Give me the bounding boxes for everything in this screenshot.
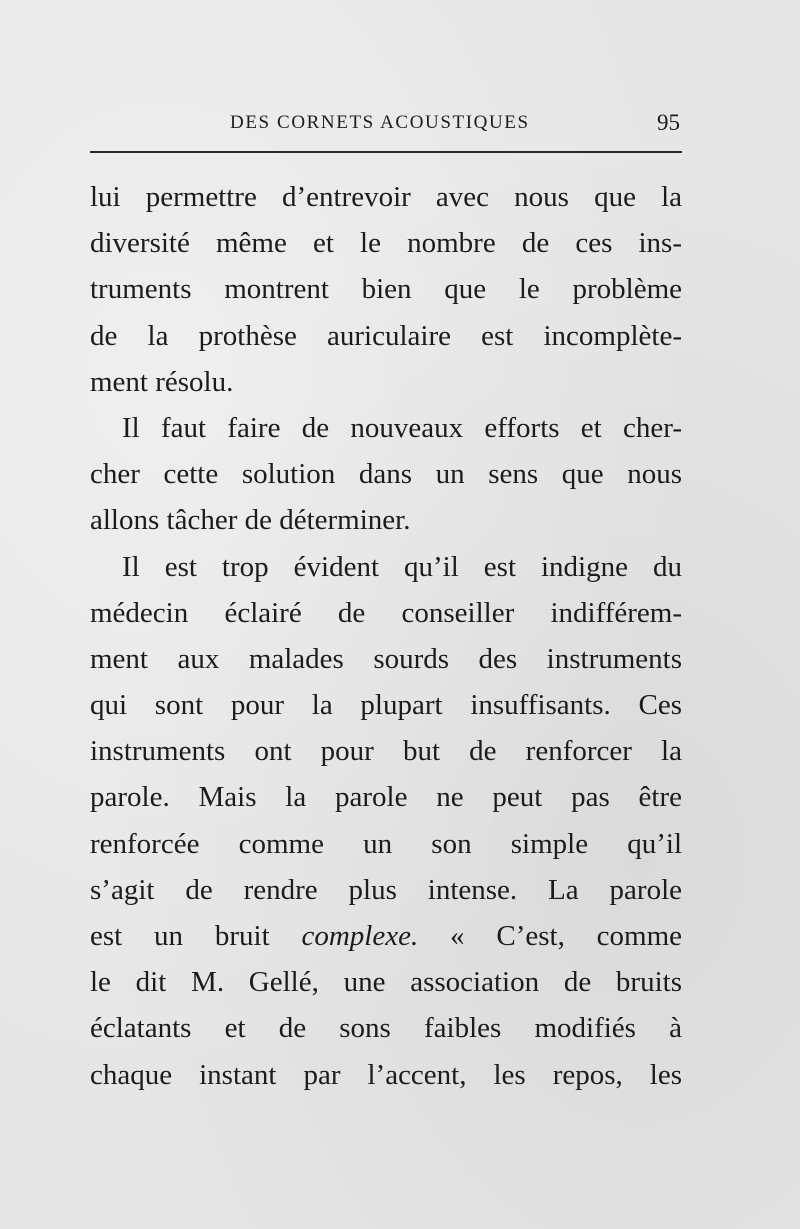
text-line: truments montrent bien que le problème <box>90 273 682 306</box>
running-title: DES CORNETS ACOUSTIQUES <box>230 112 530 133</box>
text-segment: est un bruit <box>90 920 270 952</box>
text-line: éclatants et de sons faibles modifiés à <box>90 1012 682 1045</box>
text-line: le dit M. Gellé, une association de bruits <box>90 966 682 999</box>
text-line: de la prothèse auriculaire est incomplète- <box>90 319 682 352</box>
text-line: ment aux malades sourds des instruments <box>90 642 682 675</box>
body-text <box>90 174 682 1098</box>
text-line: médecin éclairé de conseiller indifférem- <box>90 596 682 629</box>
header-rule <box>90 151 682 153</box>
page-number: 95 <box>657 110 680 135</box>
text-line: chaque instant par l’accent, les repos, les <box>90 1058 682 1091</box>
text-line: renforcée comme un son simple qu’il <box>90 827 682 860</box>
text-line: Il faut faire de nouveaux efforts et cher- <box>122 411 682 444</box>
text-line: allons tâcher de déterminer. <box>90 504 411 537</box>
running-head <box>90 112 682 142</box>
text-line: instruments ont pour but de renforcer la <box>90 735 682 768</box>
text-line: s’agit de rendre plus intense. La parole <box>90 873 682 906</box>
text-line: Il est trop évident qu’il est indigne du <box>122 550 682 583</box>
text-line <box>90 913 682 959</box>
text-line: ment résolu. <box>90 365 234 398</box>
text-line: lui permettre d’entrevoir avec nous que la <box>90 181 682 213</box>
text-segment: « C’est, comme <box>450 920 682 952</box>
text-line: parole. Mais la parole ne peut pas être <box>90 781 682 814</box>
italic-word: complexe. <box>301 920 419 952</box>
text-line: cher cette solution dans un sens que nous <box>90 458 682 491</box>
text-line: qui sont pour la plupart insuffisants. Ces <box>90 689 682 722</box>
text-line: diversité même et le nombre de ces ins- <box>90 227 682 260</box>
